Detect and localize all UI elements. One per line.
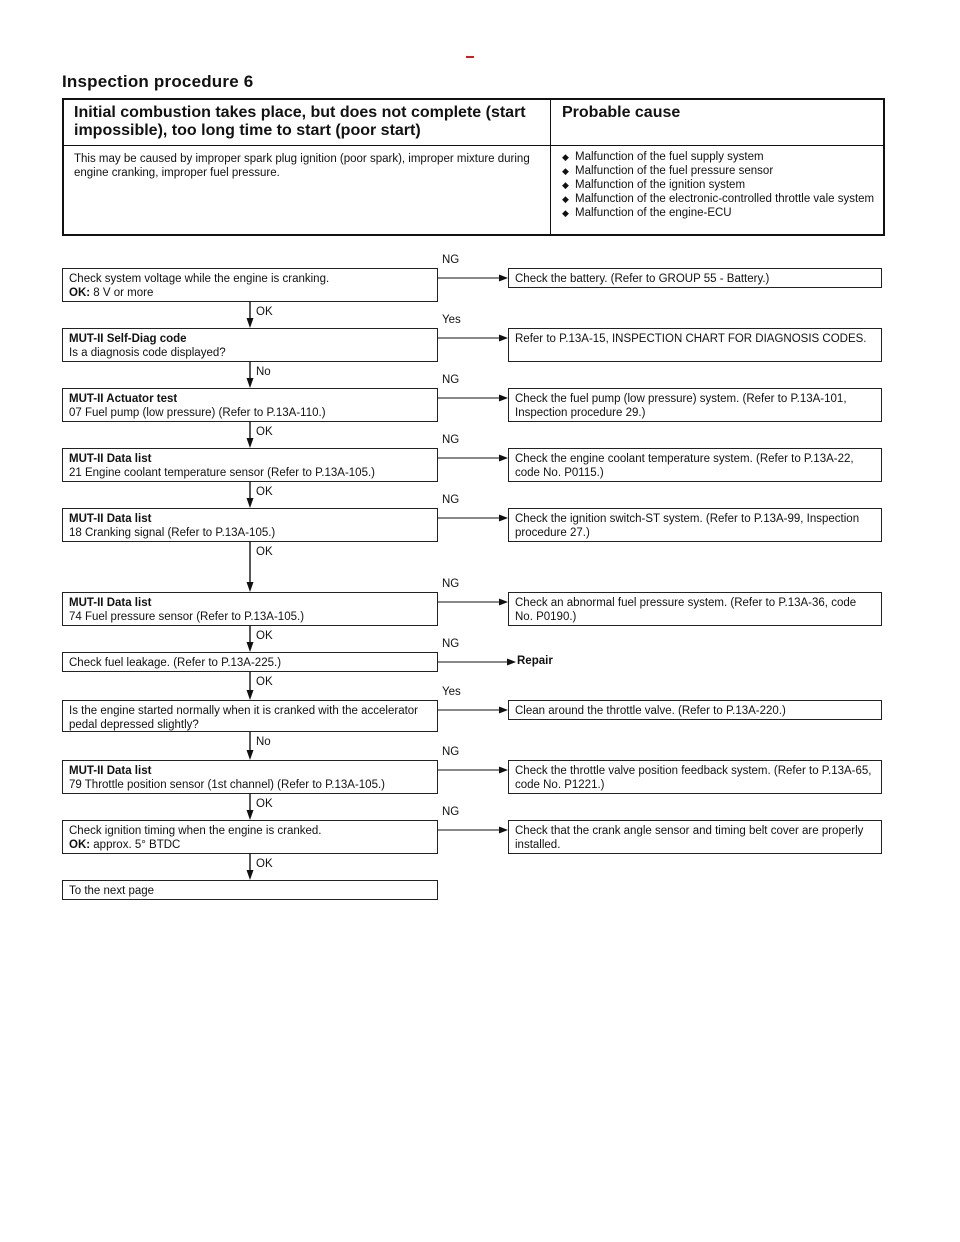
next-label: OK (256, 306, 273, 318)
next-label: OK (256, 858, 273, 870)
result-box: Refer to P.13A-15, INSPECTION CHART FOR DIAGNOSIS CODES. (508, 328, 882, 362)
branch-label: NG (442, 746, 460, 758)
step-text: approx. 5° BTDC (90, 839, 181, 851)
step-text: Is a diagnosis code displayed? (69, 347, 226, 359)
result-box: Check the throttle valve position feedback system. (Refer to P.13A-65, code No. P1221.) (508, 760, 882, 794)
next-label: No (256, 736, 271, 748)
step-heading: MUT-II Data list (69, 765, 152, 777)
step-text: 07 Fuel pump (low pressure) (Refer to P.13A-110.) (69, 407, 326, 419)
cause-item: ◆ Malfunction of the electronic-controlled throttle vale system (562, 192, 877, 206)
result-box: Check the engine coolant temperature system. (Refer to P.13A-22, code No. P0115.) (508, 448, 882, 482)
result-box: Clean around the throttle valve. (Refer to P.13A-220.) (508, 700, 882, 720)
step-text: Check fuel leakage. (Refer to P.13A-225.) (69, 657, 282, 669)
next-label: OK (256, 798, 273, 810)
result-box: Check the ignition switch-ST system. (Refer to P.13A-99, Inspection procedure 27.) (508, 508, 882, 542)
cause-item: ◆ Malfunction of the fuel supply system (562, 150, 877, 164)
branch-label: Yes (442, 686, 461, 698)
step-text: 74 Fuel pressure sensor (Refer to P.13A-105.) (69, 611, 305, 623)
branch-label: NG (442, 434, 460, 446)
step-text: pedal depressed slightly? (69, 719, 199, 731)
step-heading: MUT-II Data list (69, 597, 152, 609)
step-heading: MUT-II Data list (69, 453, 152, 465)
branch-label: NG (442, 578, 460, 590)
cause-item: ◆ Malfunction of the ignition system (562, 178, 877, 192)
cause-item: ◆ Malfunction of the fuel pressure sensor (562, 164, 877, 178)
step-text: 79 Throttle position sensor (1st channel) (Refer to P.13A-105.) (69, 779, 385, 791)
step-text: Is the engine started normally when it is cranked with the accelerator (69, 705, 419, 717)
symptom-header: Initial combustion takes place, but does not complete (start impossible), too long time to start (poor start) (74, 104, 526, 139)
ok-criterion-label: OK: (69, 287, 91, 299)
branch-label: Yes (442, 314, 461, 326)
page-title: Inspection procedure 6 (62, 72, 254, 91)
cause-header: Probable cause (562, 104, 681, 121)
step-text: 21 Engine coolant temperature sensor (Refer to P.13A-105.) (69, 467, 375, 479)
next-label: OK (256, 426, 273, 438)
step-text: 18 Cranking signal (Refer to P.13A-105.) (69, 527, 276, 539)
branch-label: NG (442, 638, 460, 650)
cause-item: ◆ Malfunction of the engine-ECU (562, 206, 877, 220)
result-box: Check the fuel pump (low pressure) system. (Refer to P.13A-101, Inspection procedure 29.) (508, 388, 882, 422)
branch-label: NG (442, 494, 460, 506)
next-label: OK (256, 546, 273, 558)
branch-label: NG (442, 806, 460, 818)
next-page-box: To the next page (62, 880, 438, 900)
result-box: Check that the crank angle sensor and timing belt cover are properly installed. (508, 820, 882, 854)
step-text: 8 V or more (90, 287, 154, 299)
ok-criterion-label: OK: (69, 839, 91, 851)
step-heading: MUT-II Self-Diag code (69, 333, 187, 345)
branch-label: NG (442, 374, 460, 386)
next-label: No (256, 366, 271, 378)
result-box: Check the battery. (Refer to GROUP 55 - Battery.) (508, 268, 882, 288)
next-label: OK (256, 630, 273, 642)
branch-label: NG (442, 254, 460, 266)
result-box: Check an abnormal fuel pressure system. (Refer to P.13A-36, code No. P0190.) (508, 592, 882, 626)
repair-result: Repair (517, 655, 553, 667)
step-text: Check system voltage while the engine is cranking. (69, 273, 330, 285)
symptom-description: This may be caused by improper spark plug ignition (poor spark), improper mixture during engine cranking, improper fuel pressure. (74, 153, 530, 179)
step-heading: MUT-II Data list (69, 513, 152, 525)
next-label: OK (256, 676, 273, 688)
step-text: Check ignition timing when the engine is cranked. (69, 825, 322, 837)
step-heading: MUT-II Actuator test (69, 393, 178, 405)
next-label: OK (256, 486, 273, 498)
